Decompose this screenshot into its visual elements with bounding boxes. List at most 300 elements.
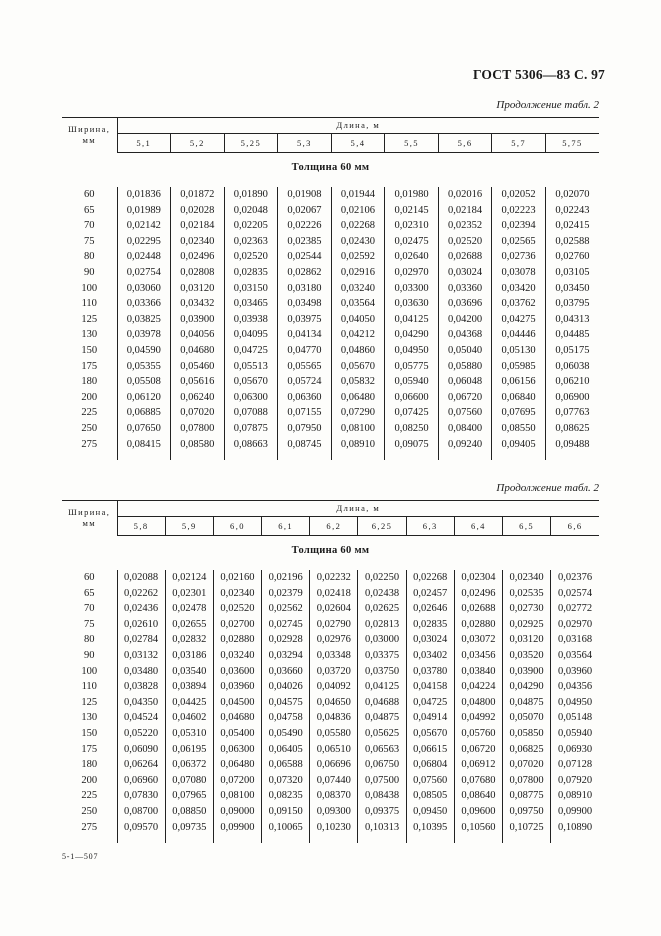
volume-cell: 0,09735: [165, 820, 213, 836]
volume-cell: 0,04914: [406, 710, 454, 726]
length-column-header: 6,1: [262, 516, 310, 535]
volume-cell: 0,09900: [558, 806, 593, 817]
table-row: [62, 218, 599, 234]
volume-cell: 0,05355: [117, 359, 171, 375]
length-column-header: 6,3: [406, 516, 454, 535]
volume-cell: 0,06720: [438, 390, 492, 406]
volume-cell: 0,02970: [558, 618, 593, 630]
volume-cell: 0,04836: [310, 710, 358, 726]
volume-cell: 0,03564: [558, 650, 593, 662]
volume-cell: 0,02223: [492, 203, 546, 219]
volume-cell: 0,03060: [117, 281, 171, 297]
width-value: 200: [62, 773, 117, 789]
volume-cell: 0,02478: [165, 601, 213, 617]
volume-cell: 0,03120: [171, 281, 225, 297]
volume-cell: 0,04575: [262, 695, 310, 711]
width-value: 100: [62, 281, 117, 297]
volume-cell: 0,04992: [454, 710, 502, 726]
width-label: Ширина,: [68, 507, 111, 517]
table-spacer-cell: [551, 835, 599, 843]
volume-cell: 0,05175: [555, 345, 590, 357]
volume-cell: 0,05310: [165, 726, 213, 742]
volume-cell: 0,02048: [224, 203, 278, 219]
volume-cell: 0,09075: [385, 437, 439, 453]
length-column-header: 5,9: [165, 516, 213, 535]
volume-cell: 0,04875: [503, 695, 551, 711]
table-row: [62, 648, 599, 664]
volume-cell: 0,02436: [117, 601, 165, 617]
volume-cell: 0,02457: [406, 586, 454, 602]
volume-cell: 0,04212: [331, 327, 385, 343]
volume-cell: 0,03795: [555, 298, 590, 310]
volume-cell: 0,04770: [278, 343, 332, 359]
length-column-header: 6,4: [454, 516, 502, 535]
width-label: Ширина,: [68, 124, 111, 134]
volume-cell: 0,02385: [278, 234, 332, 250]
volume-cell: 0,04602: [165, 710, 213, 726]
volume-cell: 0,06930: [558, 743, 593, 755]
volume-cell: 0,04158: [406, 679, 454, 695]
volume-cell: 0,07650: [117, 421, 171, 437]
volume-cell: 0,08910: [331, 437, 385, 453]
volume-cell: 0,02565: [492, 234, 546, 250]
volume-cell: 0,02448: [117, 249, 171, 265]
volume-cell: 0,05832: [331, 374, 385, 390]
volume-cell: 0,02970: [385, 265, 439, 281]
volume-cell: 0,04356: [558, 681, 593, 693]
volume-cell: 0,05148: [558, 712, 593, 724]
volume-cell: 0,07560: [406, 773, 454, 789]
volume-cell: 0,07128: [558, 759, 593, 771]
volume-cell: 0,04500: [213, 695, 261, 711]
volume-cell: 0,07680: [454, 773, 502, 789]
volume-cell: 0,02588: [555, 235, 590, 247]
width-value: 75: [62, 234, 117, 250]
volume-cell: 0,01989: [117, 203, 171, 219]
volume-cell: 0,03900: [503, 664, 551, 680]
volume-cell: 0,03894: [165, 679, 213, 695]
volume-cell: 0,01872: [171, 187, 225, 203]
volume-cell: 0,01890: [224, 187, 278, 203]
width-value: 110: [62, 296, 117, 312]
length-header: Длина, м: [117, 501, 599, 517]
table-spacer-cell: [545, 452, 599, 460]
volume-cell: 0,03024: [406, 632, 454, 648]
volume-cell: 0,02835: [224, 265, 278, 281]
volume-cell: 0,07950: [278, 421, 332, 437]
volume-cell: 0,04725: [224, 343, 278, 359]
volume-cell: 0,06240: [171, 390, 225, 406]
volume-cell: 0,06210: [555, 376, 590, 388]
volume-cell: 0,06048: [438, 374, 492, 390]
volume-cell: 0,08580: [171, 437, 225, 453]
width-value: 130: [62, 710, 117, 726]
table-spacer-cell: [213, 835, 261, 843]
volume-cell: 0,03420: [492, 281, 546, 297]
volume-cell: 0,06615: [406, 742, 454, 758]
volume-cell: 0,03630: [385, 296, 439, 312]
volume-cell: 0,02928: [262, 632, 310, 648]
volume-cell: 0,02415: [555, 220, 590, 232]
volume-cell: 0,05070: [503, 710, 551, 726]
table-row: [62, 203, 599, 219]
length-column-header: 6,5: [503, 516, 551, 535]
volume-cell: 0,02250: [358, 570, 406, 586]
width-value: 110: [62, 679, 117, 695]
volume-cell: 0,04425: [165, 695, 213, 711]
volume-cell: 0,04224: [454, 679, 502, 695]
volume-cell: 0,03240: [331, 281, 385, 297]
volume-cell: 0,05775: [385, 359, 439, 375]
volume-cell: 0,02301: [165, 586, 213, 602]
volume-cell: 0,04368: [438, 327, 492, 343]
volume-cell: 0,04200: [438, 312, 492, 328]
volume-cell: 0,05580: [310, 726, 358, 742]
table-2: [62, 500, 599, 843]
table-spacer-cell: [406, 835, 454, 843]
volume-cell: 0,02340: [171, 234, 225, 250]
volume-cell: 0,05850: [503, 726, 551, 742]
volume-cell: 0,02340: [213, 586, 261, 602]
width-value: 60: [62, 187, 117, 203]
width-value: 225: [62, 788, 117, 804]
volume-cell: 0,02310: [385, 218, 439, 234]
volume-cell: 0,04950: [558, 696, 593, 708]
volume-cell: 0,06300: [213, 742, 261, 758]
volume-cell: 0,02268: [331, 218, 385, 234]
volume-cell: 0,05220: [117, 726, 165, 742]
table-row: [62, 405, 599, 421]
volume-cell: 0,03150: [224, 281, 278, 297]
volume-cell: 0,06510: [310, 742, 358, 758]
volume-cell: 0,03564: [331, 296, 385, 312]
volume-cell: 0,03465: [224, 296, 278, 312]
table-row: [62, 249, 599, 265]
volume-cell: 0,08640: [454, 788, 502, 804]
volume-cell: 0,03828: [117, 679, 165, 695]
volume-cell: 0,03696: [438, 296, 492, 312]
volume-cell: 0,02067: [278, 203, 332, 219]
volume-cell: 0,03000: [358, 632, 406, 648]
volume-cell: 0,03840: [454, 664, 502, 680]
width-value: 275: [62, 820, 117, 836]
volume-cell: 0,02394: [492, 218, 546, 234]
volume-cell: 0,08100: [213, 788, 261, 804]
volume-cell: 0,08100: [331, 421, 385, 437]
volume-cell: 0,01980: [385, 187, 439, 203]
volume-cell: 0,05130: [492, 343, 546, 359]
volume-cell: 0,02592: [331, 249, 385, 265]
width-value: 200: [62, 390, 117, 406]
volume-cell: 0,03780: [406, 664, 454, 680]
volume-cell: 0,08250: [385, 421, 439, 437]
volume-cell: 0,02268: [406, 570, 454, 586]
width-value: 275: [62, 437, 117, 453]
volume-cell: 0,06588: [262, 757, 310, 773]
volume-cell: 0,03120: [503, 632, 551, 648]
volume-cell: 0,05616: [171, 374, 225, 390]
length-column-header: 6,2: [310, 516, 358, 535]
volume-cell: 0,04350: [117, 695, 165, 711]
volume-cell: 0,02196: [262, 570, 310, 586]
volume-cell: 0,03938: [224, 312, 278, 328]
length-column-header: 5,7: [492, 133, 546, 152]
volume-cell: 0,02520: [224, 249, 278, 265]
volume-cell: 0,02688: [438, 249, 492, 265]
volume-cell: 0,02295: [117, 234, 171, 250]
volume-cell: 0,04860: [331, 343, 385, 359]
width-value: 175: [62, 359, 117, 375]
volume-cell: 0,02496: [171, 249, 225, 265]
table-spacer-cell: [262, 835, 310, 843]
volume-cell: 0,02496: [454, 586, 502, 602]
width-value: 180: [62, 374, 117, 390]
table-spacer-cell: [438, 452, 492, 460]
width-unit: мм: [82, 135, 97, 145]
volume-cell: 0,07965: [165, 788, 213, 804]
volume-cell: 0,10230: [310, 820, 358, 836]
length-column-header: 5,5: [385, 133, 439, 152]
volume-cell: 0,04650: [310, 695, 358, 711]
volume-cell: 0,02379: [262, 586, 310, 602]
volume-cell: 0,07763: [555, 407, 590, 419]
volume-cell: 0,09450: [406, 804, 454, 820]
volume-cell: 0,02363: [224, 234, 278, 250]
volume-cell: 0,07440: [310, 773, 358, 789]
volume-cell: 0,06120: [117, 390, 171, 406]
volume-cell: 0,04095: [224, 327, 278, 343]
volume-cell: 0,09000: [213, 804, 261, 820]
volume-cell: 0,04485: [555, 329, 590, 341]
table-spacer-cell: [62, 835, 117, 843]
table-row: [62, 296, 599, 312]
volume-cell: 0,03240: [213, 648, 261, 664]
volume-cell: 0,07830: [117, 788, 165, 804]
volume-cell: 0,07088: [224, 405, 278, 421]
width-value: 180: [62, 757, 117, 773]
volume-cell: 0,08415: [117, 437, 171, 453]
volume-cell: 0,05880: [438, 359, 492, 375]
width-value: 100: [62, 664, 117, 680]
table-row: [62, 679, 599, 695]
length-column-header: 5,8: [117, 516, 165, 535]
volume-cell: 0,06720: [454, 742, 502, 758]
width-value: 250: [62, 421, 117, 437]
width-value: 225: [62, 405, 117, 421]
volume-cell: 0,06804: [406, 757, 454, 773]
volume-cell: 0,03456: [454, 648, 502, 664]
volume-cell: 0,04590: [117, 343, 171, 359]
volume-cell: 0,05625: [358, 726, 406, 742]
volume-cell: 0,06264: [117, 757, 165, 773]
volume-cell: 0,06480: [213, 757, 261, 773]
table-row: [62, 421, 599, 437]
width-value: 130: [62, 327, 117, 343]
volume-cell: 0,07500: [358, 773, 406, 789]
volume-cell: 0,02142: [117, 218, 171, 234]
volume-cell: 0,02976: [310, 632, 358, 648]
table-row: [62, 437, 599, 453]
volume-cell: 0,02772: [558, 603, 593, 615]
volume-cell: 0,02813: [358, 617, 406, 633]
volume-cell: 0,10890: [558, 821, 593, 833]
volume-cell: 0,03960: [213, 679, 261, 695]
volume-cell: 0,09375: [358, 804, 406, 820]
table-row: [62, 726, 599, 742]
volume-cell: 0,02646: [406, 601, 454, 617]
volume-cell: 0,03375: [358, 648, 406, 664]
volume-cell: 0,03520: [503, 648, 551, 664]
volume-cell: 0,03978: [117, 327, 171, 343]
volume-cell: 0,02070: [555, 189, 590, 201]
table-spacer-cell: [310, 835, 358, 843]
width-value: 90: [62, 265, 117, 281]
volume-cell: 0,03720: [310, 664, 358, 680]
volume-cell: 0,05670: [406, 726, 454, 742]
volume-cell: 0,02160: [213, 570, 261, 586]
page-header: ГОСТ 5306—83 С. 97: [472, 67, 605, 82]
volume-cell: 0,04134: [278, 327, 332, 343]
volume-cell: 0,03366: [117, 296, 171, 312]
volume-cell: 0,05565: [278, 359, 332, 375]
volume-cell: 0,02640: [385, 249, 439, 265]
volume-cell: 0,08910: [558, 790, 593, 802]
volume-cell: 0,10395: [406, 820, 454, 836]
volume-cell: 0,09900: [213, 820, 261, 836]
volume-cell: 0,05760: [454, 726, 502, 742]
volume-cell: 0,04125: [358, 679, 406, 695]
volume-cell: 0,09405: [492, 437, 546, 453]
volume-cell: 0,08625: [555, 423, 590, 434]
table-spacer-cell: [165, 835, 213, 843]
length-column-header: 5,3: [278, 133, 332, 152]
volume-cell: 0,02028: [171, 203, 225, 219]
volume-cell: 0,06825: [503, 742, 551, 758]
volume-cell: 0,06912: [454, 757, 502, 773]
volume-cell: 0,09488: [555, 438, 590, 450]
table-row: [62, 757, 599, 773]
width-column-header: [62, 118, 117, 153]
continuation-label-1: Продолжение табл. 2: [496, 99, 599, 111]
volume-cell: 0,03360: [438, 281, 492, 297]
volume-cell: 0,06480: [331, 390, 385, 406]
volume-cell: 0,04524: [117, 710, 165, 726]
length-column-header: 5,6: [438, 133, 492, 152]
volume-cell: 0,01944: [331, 187, 385, 203]
width-value: 65: [62, 586, 117, 602]
table-spacer-cell: [278, 452, 332, 460]
volume-cell: 0,09240: [438, 437, 492, 453]
volume-cell: 0,02418: [310, 586, 358, 602]
table-row: [62, 374, 599, 390]
volume-cell: 0,05513: [224, 359, 278, 375]
table-spacer-cell: [224, 452, 278, 460]
volume-cell: 0,06900: [555, 391, 590, 403]
volume-cell: 0,03900: [171, 312, 225, 328]
volume-cell: 0,02016: [438, 187, 492, 203]
volume-cell: 0,06156: [492, 374, 546, 390]
volume-cell: 0,07800: [171, 421, 225, 437]
table-spacer-cell: [358, 835, 406, 843]
volume-cell: 0,10725: [503, 820, 551, 836]
table-row: [62, 570, 599, 586]
width-value: 70: [62, 601, 117, 617]
volume-cell: 0,03078: [492, 265, 546, 281]
volume-cell: 0,04446: [492, 327, 546, 343]
volume-cell: 0,07920: [558, 774, 593, 786]
length-column-header: 6,0: [213, 516, 261, 535]
table-row: [62, 359, 599, 375]
volume-cell: 0,06750: [358, 757, 406, 773]
table-spacer-cell: [117, 835, 165, 843]
volume-cell: 0,02232: [310, 570, 358, 586]
volume-cell: 0,02784: [117, 632, 165, 648]
volume-cell: 0,04758: [262, 710, 310, 726]
width-value: 125: [62, 695, 117, 711]
volume-cell: 0,05400: [213, 726, 261, 742]
volume-cell: 0,02430: [331, 234, 385, 250]
volume-cell: 0,03480: [117, 664, 165, 680]
volume-cell: 0,03294: [262, 648, 310, 664]
volume-cell: 0,02880: [454, 617, 502, 633]
volume-cell: 0,02880: [213, 632, 261, 648]
volume-cell: 0,08550: [492, 421, 546, 437]
table-spacer-cell: [171, 452, 225, 460]
volume-cell: 0,02376: [558, 572, 593, 584]
table-row: [62, 281, 599, 297]
volume-cell: 0,02184: [171, 218, 225, 234]
volume-cell: 0,08663: [224, 437, 278, 453]
volume-cell: 0,09600: [454, 804, 502, 820]
volume-cell: 0,02352: [438, 218, 492, 234]
table-row: [62, 586, 599, 602]
volume-cell: 0,07080: [165, 773, 213, 789]
continuation-label-2: Продолжение табл. 2: [496, 482, 599, 494]
volume-cell: 0,02184: [438, 203, 492, 219]
volume-cell: 0,06038: [555, 360, 590, 372]
volume-cell: 0,06372: [165, 757, 213, 773]
volume-cell: 0,04050: [331, 312, 385, 328]
table-row: [62, 265, 599, 281]
volume-cell: 0,07200: [213, 773, 261, 789]
volume-cell: 0,02655: [165, 617, 213, 633]
volume-cell: 0,01908: [278, 187, 332, 203]
volume-cell: 0,08700: [117, 804, 165, 820]
volume-cell: 0,10560: [454, 820, 502, 836]
volume-cell: 0,02604: [310, 601, 358, 617]
volume-cell: 0,06360: [278, 390, 332, 406]
width-unit: мм: [82, 518, 97, 528]
volume-cell: 0,02304: [454, 570, 502, 586]
table-row: [62, 601, 599, 617]
volume-cell: 0,03600: [213, 664, 261, 680]
volume-cell: 0,02145: [385, 203, 439, 219]
volume-cell: 0,03348: [310, 648, 358, 664]
volume-cell: 0,02520: [438, 234, 492, 250]
volume-cell: 0,02745: [262, 617, 310, 633]
volume-cell: 0,02520: [213, 601, 261, 617]
volume-cell: 0,03975: [278, 312, 332, 328]
width-value: 80: [62, 632, 117, 648]
volume-cell: 0,04680: [171, 343, 225, 359]
volume-cell: 0,03660: [262, 664, 310, 680]
table-spacer-cell: [385, 452, 439, 460]
volume-cell: 0,09300: [310, 804, 358, 820]
volume-cell: 0,02832: [165, 632, 213, 648]
volume-cell: 0,06885: [117, 405, 171, 421]
volume-cell: 0,04725: [406, 695, 454, 711]
volume-cell: 0,02925: [503, 617, 551, 633]
